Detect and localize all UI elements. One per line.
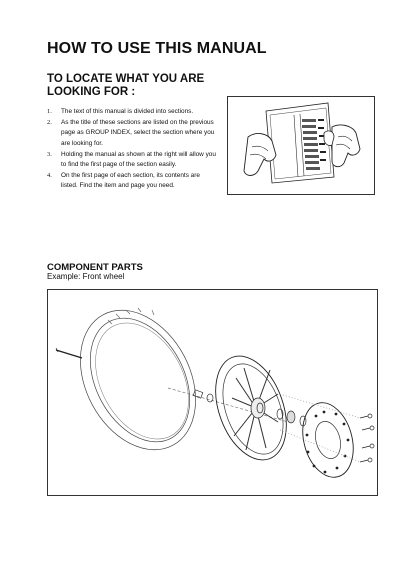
- hands-holding-book-icon: [228, 97, 374, 194]
- front-wheel-exploded-icon: [48, 290, 377, 495]
- step-text: As the title of these sections are listed on the previous page as GROUP INDEX, select the section where you are looking for.: [61, 119, 215, 147]
- step-number: 4.: [47, 172, 52, 180]
- steps-list: [47, 107, 217, 193]
- step-item: [47, 150, 217, 170]
- step-item: [47, 107, 217, 117]
- step-item: [47, 171, 217, 191]
- step-text: On the first page of each section, its contents are listed. Find the item and page you need.: [61, 172, 200, 190]
- manual-holding-illustration: [227, 96, 375, 195]
- step-number: 3.: [47, 150, 52, 158]
- step-number: 2.: [47, 119, 52, 127]
- component-parts-heading: COMPONENT PARTS: [47, 262, 143, 273]
- locate-heading: TO LOCATE WHAT YOU ARE LOOKING FOR :: [47, 73, 205, 98]
- step-text: The text of this manual is divided into sections.: [61, 108, 194, 115]
- front-wheel-exploded-diagram: [47, 289, 378, 496]
- step-text: Holding the manual as shown at the right will allow you to find the first page of the section easily.: [61, 150, 216, 169]
- page-title: HOW TO USE THIS MANUAL: [47, 40, 267, 57]
- component-example-label: Example: Front wheel: [47, 272, 125, 281]
- step-number: 1.: [47, 108, 52, 115]
- step-item: [47, 118, 217, 149]
